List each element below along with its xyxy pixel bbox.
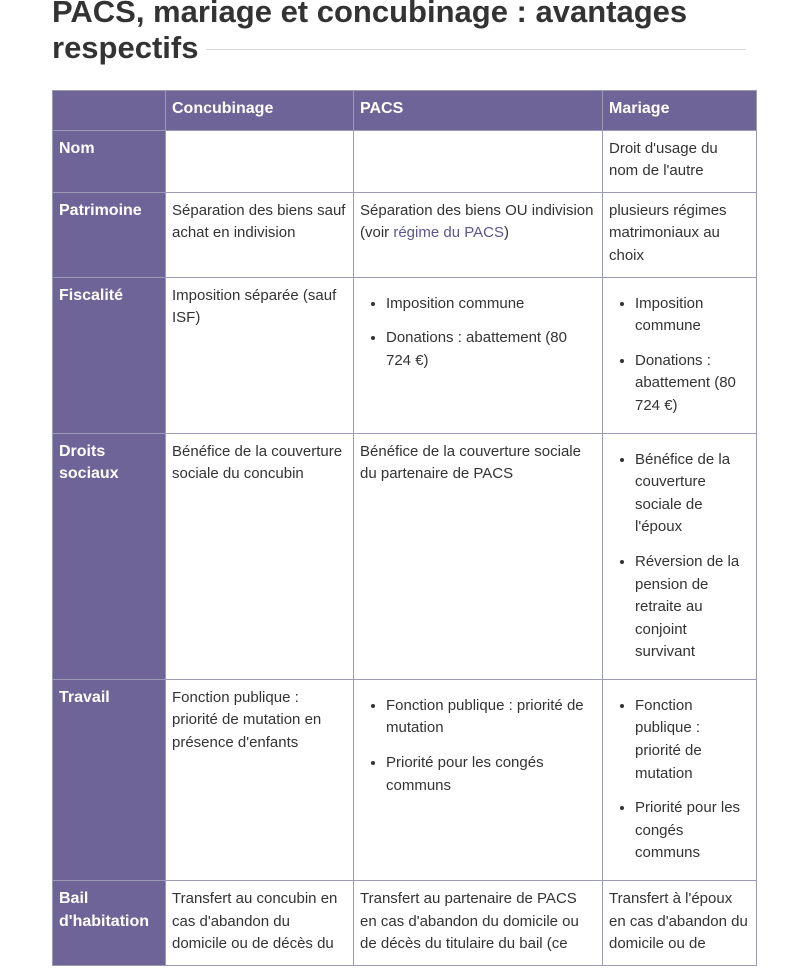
row-label: Patrimoine [53, 192, 166, 277]
cell-mariage: Droit d'usage du nom de l'autre [603, 130, 757, 192]
cell-text: ) [503, 224, 509, 242]
list-item: • Donations : abattement (80 724 €) [635, 350, 750, 418]
comparison-table [52, 90, 757, 966]
row-label: Bail d'habitation [53, 881, 166, 966]
row-patrimoine [53, 192, 757, 277]
list-item: • Bénéfice de la couverture sociale de l'époux [635, 449, 750, 539]
list-item: • Fonction publique : priorité de mutation [386, 695, 596, 740]
list-item: • Donations : abattement (80 724 €) [386, 327, 596, 372]
row-label: Droits sociaux [53, 433, 166, 679]
cell-concubinage: Séparation des biens sauf achat en indivision [166, 192, 354, 277]
bullet-list [609, 293, 750, 418]
cell-concubinage: Fonction publique : priorité de mutation en présence d'enfants [166, 679, 354, 880]
list-item: • Imposition commune [635, 293, 750, 338]
list-item: • Fonction publique : priorité de mutation [635, 695, 750, 785]
cell-pacs [354, 130, 603, 192]
cell-pacs: Transfert au partenaire de PACS en cas d'abandon du domicile ou de décès du titulaire du bail (ce [354, 881, 603, 966]
cell-pacs [354, 277, 603, 433]
cell-mariage [603, 433, 757, 679]
cell-concubinage [166, 130, 354, 192]
bullet-list [609, 695, 750, 865]
cell-mariage [603, 679, 757, 880]
row-bail-habitation [53, 881, 757, 966]
row-fiscalite [53, 277, 757, 433]
page-title: PACS, mariage et concubinage : avantages respectifs [52, 0, 756, 66]
list-item: • Priorité pour les congés communs [386, 752, 596, 797]
row-nom [53, 130, 757, 192]
cell-mariage [603, 277, 757, 433]
cell-text: Séparation des biens OU indivision (voir [360, 201, 594, 242]
bullet-list [609, 449, 750, 664]
row-label: Fiscalité [53, 277, 166, 433]
row-droits-sociaux [53, 433, 757, 679]
cell-concubinage: Bénéfice de la couverture sociale du concubin [166, 433, 354, 679]
cell-pacs [354, 192, 603, 277]
cell-pacs: Bénéfice de la couverture sociale du partenaire de PACS [354, 433, 603, 679]
row-label: Travail [53, 679, 166, 880]
list-item: • Réversion de la pension de retraite au conjoint survivant [635, 551, 750, 664]
header-concubinage: Concubinage [166, 91, 354, 131]
cell-concubinage: Imposition séparée (sauf ISF) [166, 277, 354, 433]
cell-mariage: plusieurs régimes matrimoniaux au choix [603, 192, 757, 277]
header-corner-cell [53, 91, 166, 131]
cell-concubinage: Transfert au concubin en cas d'abandon du domicile ou de décès du [166, 881, 354, 966]
bullet-list [360, 293, 596, 373]
table-header-row [53, 91, 757, 131]
bullet-list [360, 695, 596, 797]
list-item: • Priorité pour les congés communs [635, 797, 750, 865]
row-travail [53, 679, 757, 880]
header-mariage: Mariage [603, 91, 757, 131]
header-pacs: PACS [354, 91, 603, 131]
title-underline-rule [206, 49, 746, 50]
row-label: Nom [53, 130, 166, 192]
cell-mariage: Transfert à l'époux en cas d'abandon du domicile ou de [603, 881, 757, 966]
list-item: • Imposition commune [386, 293, 596, 316]
regime-du-pacs-link[interactable]: régime du PACS [393, 224, 504, 242]
cell-pacs [354, 679, 603, 880]
